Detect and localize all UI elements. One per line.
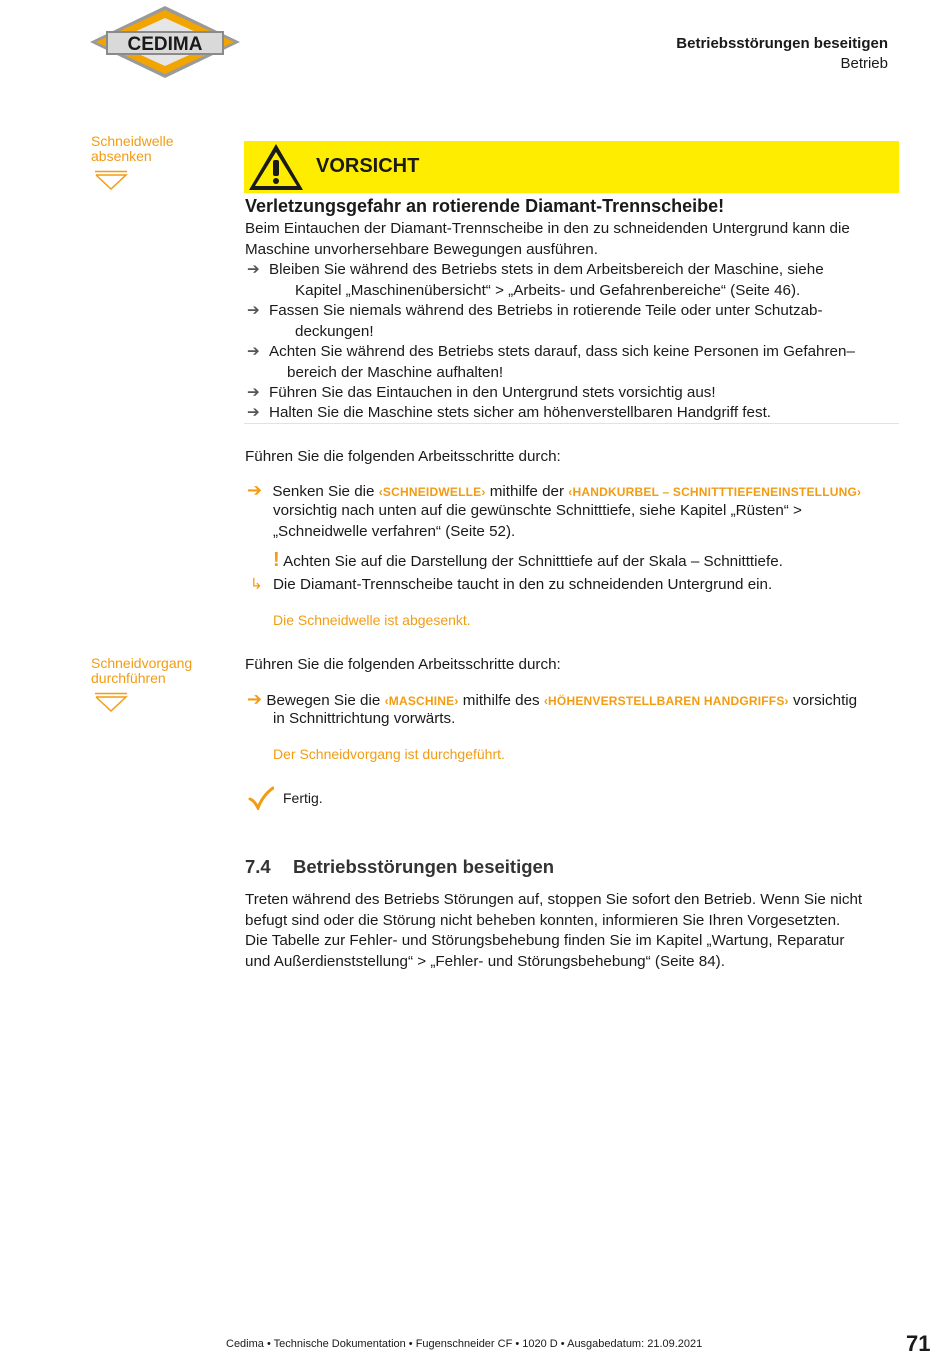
warning-bullet: ➔ Halten Sie die Maschine stets sicher am höhenverstellbaren Handgriff fest. <box>247 403 909 424</box>
sidebar-label-1: Schneidwelle absenken <box>91 133 174 164</box>
step-result: ↳ Die Diamant-Trennscheibe taucht in den zu schneidenden Untergrund ein. <box>250 576 773 593</box>
cedima-logo <box>88 4 242 80</box>
sidebar-triangle-icon <box>94 170 128 190</box>
checkmark-icon <box>248 786 274 810</box>
warning-divider <box>244 423 899 424</box>
page-number: 71 <box>906 1331 931 1356</box>
ref-schneidwelle: ‹SCHNEIDWELLE› <box>378 485 486 499</box>
step-arrow-icon: ➔ <box>247 480 263 500</box>
warning-bullet: ➔ Fassen Sie niemals während des Betriebs in rotierende Teile oder unter Schutzab- deckungen! <box>247 302 823 340</box>
ref-handkurbel: ‹HANDKURBEL – SCHNITTTIEFENEINSTELLUNG› <box>568 485 862 499</box>
warning-bullet: ➔ Führen Sie das Eintauchen in den Untergrund stets vorsichtig aus! <box>247 383 909 404</box>
step-item-cont: in Schnittrichtung vorwärts. <box>273 710 456 727</box>
hazard-title: Verletzungsgefahr an rotierende Diamant-Trennscheibe! <box>245 196 725 216</box>
ref-handgriff: ‹HÖHENVERSTELLBAREN HANDGRIFFS› <box>543 694 789 708</box>
arrow-right-icon: ➔ <box>247 261 260 278</box>
warning-bullet: ➔ Bleiben Sie während des Betriebs stets in dem Arbeitsbereich der Maschine, siehe Kapitel „Maschinenübersicht“ > „Arbeits- und Gefahrenbereiche“ (Seite 46). <box>247 261 824 299</box>
step-item: ➔ Bewegen Sie die ‹MASCHINE› mithilfe des ‹HÖHENVERSTELLBAREN HANDGRIFFS› vorsichtig <box>247 689 858 709</box>
done-label: Fertig. <box>283 790 323 806</box>
arrow-right-icon: ➔ <box>247 302 260 319</box>
warning-intro: Beim Eintauchen der Diamant-Trennscheibe in den zu schneidenden Untergrund kann die Maschine unvorhersehbare Bewegungen ausführen. <box>245 220 850 258</box>
result-arrow-icon: ↳ <box>250 576 263 593</box>
steps-intro: Führen Sie die folgenden Arbeitsschritte durch: <box>245 448 561 465</box>
sidebar-triangle-icon <box>94 692 128 712</box>
ref-maschine: ‹MASCHINE› <box>384 694 459 708</box>
section-body: Treten während des Betriebs Störungen auf, stoppen Sie sofort den Betrieb. Wenn Sie nicht befugt sind oder die Störung nicht beheben konnten, informieren Sie Ihren Vorgesetzten. Die Tabelle zur Fehler- und Störungsbehebung finden Sie im Kapitel „Wartung, Reparatur und Außerdienststellung“ > „Fehler- und Störungsbehebung“ (Seite 84). <box>245 891 863 970</box>
step-arrow-icon: ➔ <box>247 689 263 709</box>
footer-text: Cedima • Technische Dokumentation • Fugenschneider CF • 1020 D • Ausgabedatum: 21.09.2021 <box>226 1338 703 1350</box>
step-note: ! Achten Sie auf die Darstellung der Schnitttiefe auf der Skala – Schnitttiefe. <box>273 549 783 571</box>
step-item: ➔ Senken Sie die ‹SCHNEIDWELLE› mithilfe der ‹HANDKURBEL – SCHNITTTIEFENEINSTELLUNG› <box>247 480 862 500</box>
warning-bullet: ➔ Achten Sie während des Betriebs stets darauf, dass sich keine Personen im Gefahren– bereich der Maschine aufhalten! <box>247 343 855 381</box>
step-final-result: Die Schneidwelle ist abgesenkt. <box>273 612 471 628</box>
svg-text:CEDIMA: CEDIMA <box>127 34 203 55</box>
warning-triangle-icon <box>247 142 305 192</box>
steps-intro: Führen Sie die folgenden Arbeitsschritte durch: <box>245 656 561 673</box>
section-heading: 7.4 Betriebsstörungen beseitigen <box>245 856 555 877</box>
arrow-right-icon: ➔ <box>247 384 260 401</box>
step-item-cont: vorsichtig nach unten auf die gewünschte Schnitttiefe, siehe Kapitel „Rüsten“ > „Schneidwelle verfahren“ (Seite 52). <box>273 502 802 540</box>
header-title: Betriebsstörungen beseitigen <box>676 35 888 52</box>
step-final-result: Der Schneidvorgang ist durchgeführt. <box>273 746 505 762</box>
arrow-right-icon: ➔ <box>247 343 260 360</box>
arrow-right-icon: ➔ <box>247 404 260 421</box>
exclamation-icon: ! <box>273 549 280 571</box>
sidebar-label-2: Schneidvorgang durchführen <box>91 655 193 686</box>
header-subtitle: Betrieb <box>840 55 888 72</box>
warning-signal-word: VORSICHT <box>316 155 420 177</box>
